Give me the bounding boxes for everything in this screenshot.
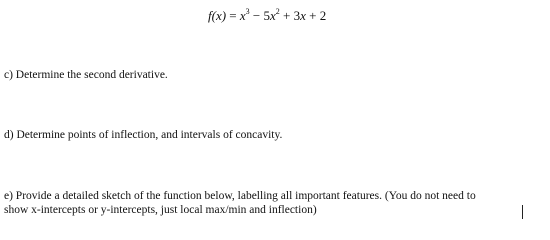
- question-e-line1: e) Provide a detailed sketch of the function below, labelling all important features. (You do not need to: [4, 190, 476, 202]
- function-name: f(x): [208, 8, 227, 23]
- question-d: d) Determine points of inflection, and intervals of concavity.: [4, 129, 283, 141]
- term-x-cubed-var: x: [239, 8, 246, 23]
- equals-sign: =: [226, 8, 240, 23]
- plus-2: + 2: [305, 8, 327, 23]
- term-x-cubed-exponent: 3: [245, 7, 250, 16]
- text-cursor[interactable]: [522, 205, 523, 219]
- term-x-squared-exponent: 2: [275, 7, 280, 16]
- function-formula: [208, 8, 326, 24]
- minus-5: − 5: [249, 8, 271, 23]
- term-x-squared-var: x: [270, 8, 276, 23]
- plus-3: + 3: [279, 8, 301, 23]
- question-e-line2: show x-intercepts or y-intercepts, just local max/min and inflection): [4, 204, 317, 216]
- term-x-var: x: [300, 8, 306, 23]
- question-c: c) Determine the second derivative.: [4, 69, 168, 81]
